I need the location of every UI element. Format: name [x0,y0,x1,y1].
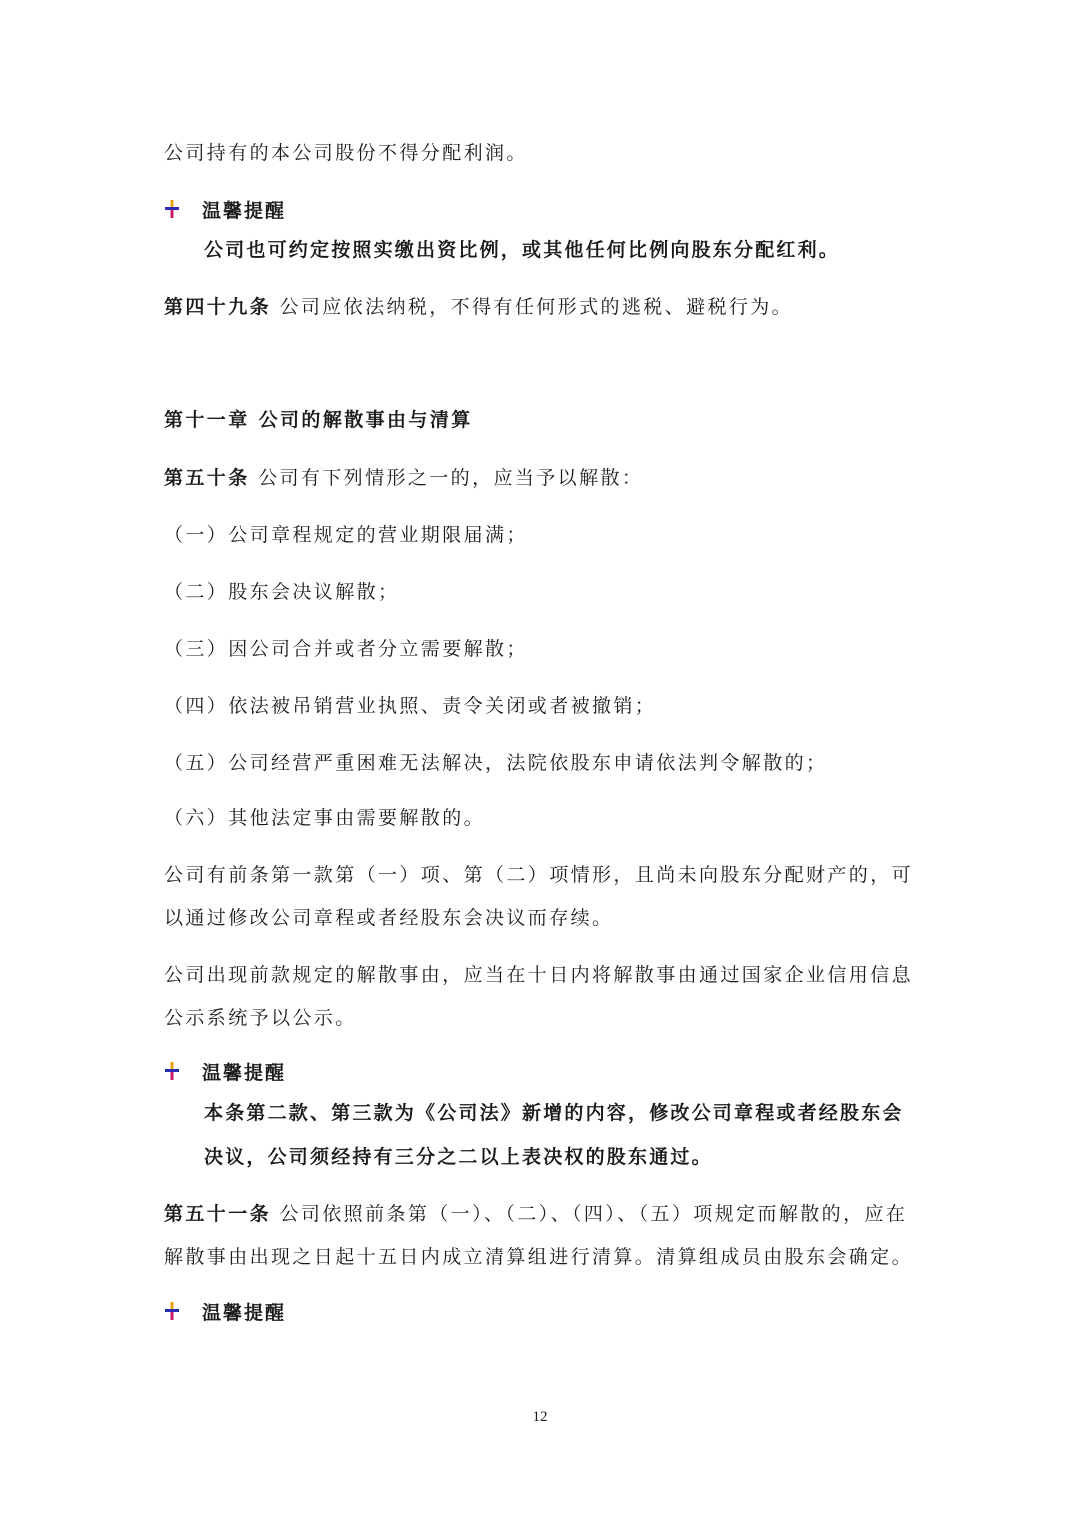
paragraph-line: 解散事由出现之日起十五日内成立清算组进行清算。清算组成员由股东会确定。 [164,1246,914,1268]
article-49 [164,295,924,319]
paragraph-line: 以通过修改公司章程或者经股东会决议而存续。 [164,907,614,929]
article-50 [164,466,924,490]
pin-icon [164,199,180,219]
article-51 [164,1202,924,1226]
list-item: （三）因公司合并或者分立需要解散； [164,638,528,660]
list-item: （二）股东会决议解散； [164,581,400,603]
tip-title: 温馨提醒 [202,1061,287,1084]
tip-header [164,196,286,222]
article-label: 第四十九条 [164,296,272,318]
list-item: （六）其他法定事由需要解散的。 [164,807,486,829]
article-label: 第五十一条 [164,1203,272,1225]
tip-text: 决议，公司须经持有三分之二以上表决权的股东通过。 [204,1146,713,1168]
tip-text: 公司也可约定按照实缴出资比例，或其他任何比例向股东分配红利。 [204,239,841,261]
tip-header [164,1298,286,1324]
tip-title: 温馨提醒 [202,1301,287,1324]
paragraph-line: 公司出现前款规定的解散事由，应当在十日内将解散事由通过国家企业信用信息 [164,964,914,986]
paragraph-line: 公司有前条第一款第（一）项、第（二）项情形，且尚未向股东分配财产的，可 [164,864,914,886]
article-label: 第五十条 [164,467,250,489]
list-item: （五）公司经营严重困难无法解决，法院依股东申请依法判令解散的； [164,752,828,774]
list-item: （一）公司章程规定的营业期限届满； [164,524,528,546]
list-item: （四）依法被吊销营业执照、责令关闭或者被撤销； [164,695,657,717]
chapter-title: 第十一章 公司的解散事由与清算 [164,409,473,431]
paragraph-line: 公示系统予以公示。 [164,1007,357,1029]
page-number: 12 [532,1409,548,1425]
pin-icon [164,1061,180,1081]
tip-text: 本条第二款、第三款为《公司法》新增的内容，修改公司章程或者经股东会 [204,1102,904,1124]
article-text: 公司有下列情形之一的，应当予以解散： [258,467,644,489]
tip-header [164,1058,286,1084]
pin-icon [164,1301,180,1321]
tip-title: 温馨提醒 [202,199,287,222]
article-text: 公司应依法纳税，不得有任何形式的逃税、避税行为。 [279,296,794,318]
paragraph-profit-line: 公司持有的本公司股份不得分配利润。 [164,142,528,164]
article-text: 公司依照前条第（一）、（二）、（四）、（五）项规定而解散的，应在 [279,1203,908,1225]
